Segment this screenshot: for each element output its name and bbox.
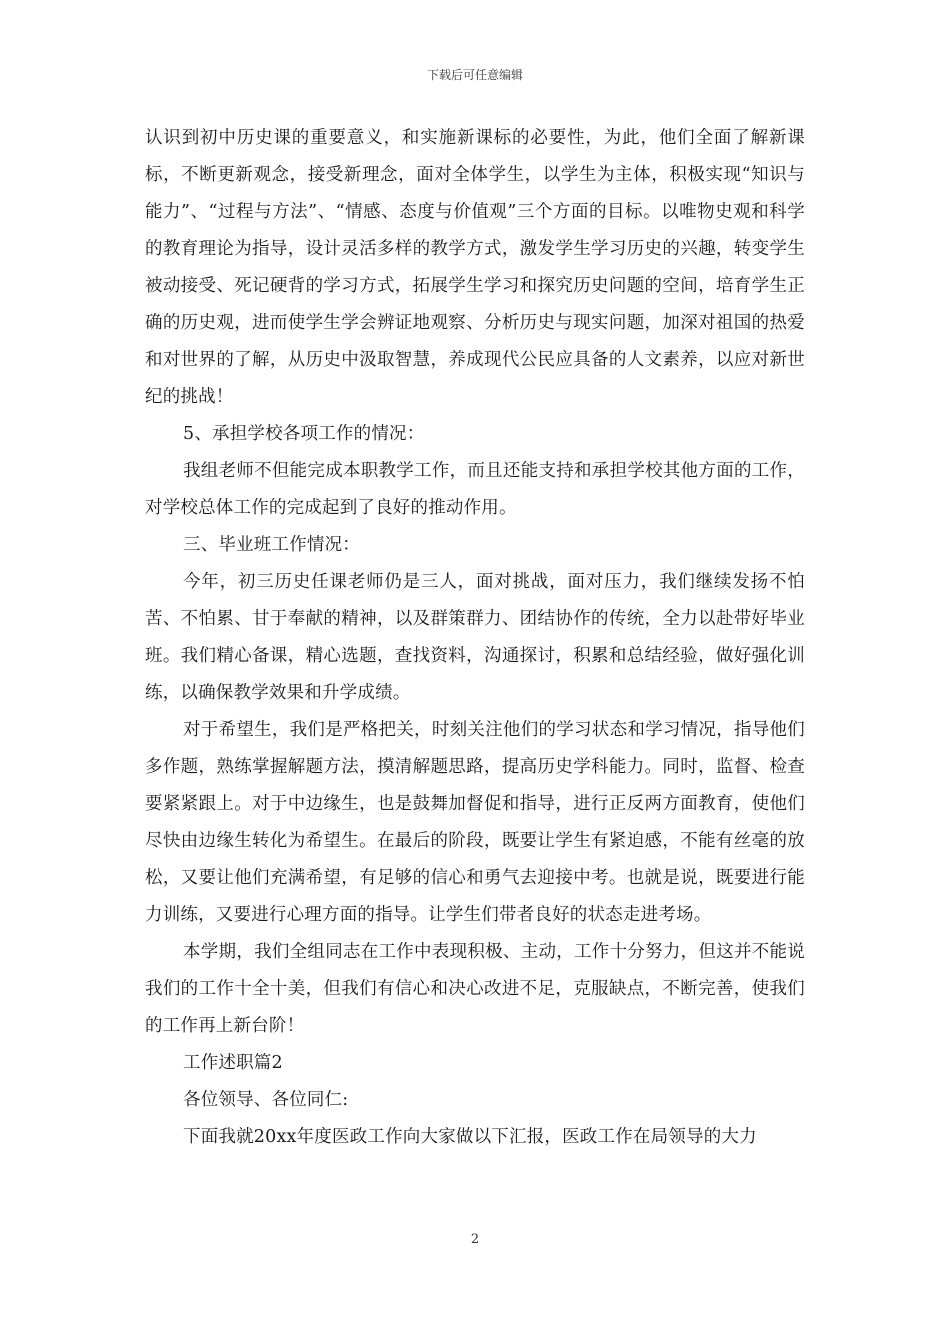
page-number: 2	[470, 1232, 480, 1247]
salutation: 各位领导、各位同仁:	[183, 1090, 349, 1110]
paragraph-1: 认识到初中历史课的重要意义，和实施新课标的必要性，为此，他们全面了解新课标，不断更新观念，接受新理念，面对全体学生，以学生为主体，积极实现“知识与能力”、“过程与方法”、“情感、态度与价值观”三个方面的目标。以唯物史观和科学的教育理论为指导，设计灵活多样的教学方式，激发学生学习历史的兴趣，转变学生被动接受、死记硬背的学习方式，拓展学生学习和探究历史问题的空间，培育学生正确的历史观，进而使学生学会辨证地观察、分析历史与现实问题，加深对祖国的热爱和对世界的了解，从历史中汲取智慧，养成现代公民应具备的人文素养，以应对新世纪的挑战！	[145, 128, 805, 407]
paragraph-6: 对于希望生，我们是严格把关，时刻关注他们的学习状态和学习情况，指导他们多作题，熟练掌握解题方法，摸清解题思路，提高历史学科能力。同时，监督、检查要紧紧跟上。对于中边缘生，也是鼓舞加督促和指导，进行正反两方面教育，使他们尽快由边缘生转化为希望生。在最后的阶段，既要让学生有紧迫感，不能有丝毫的放松，又要让他们充满希望，有足够的信心和勇气去迎接中考。也就是说，既要进行能力训练，又要进行心理方面的指导。让学生们带者良好的状态走进考场。	[145, 720, 805, 925]
paragraph-4: 三、毕业班工作情况：	[183, 535, 360, 555]
paragraph-10: 下面我就20xx年度医政工作向大家做以下汇报，医政工作在局领导的大力	[183, 1127, 757, 1147]
paragraph-3: 我组老师不但能完成本职教学工作，而且还能支持和承担学校其他方面的工作，对学校总体工作的完成起到了良好的推动作用。	[145, 461, 805, 518]
document-body	[145, 120, 805, 1156]
section-heading: 工作述职篇2	[183, 1053, 283, 1073]
paragraph-5: 今年，初三历史任课老师仍是三人，面对挑战，面对压力，我们继续发扬不怕苦、不怕累、甘于奉献的精神，以及群策群力、团结协作的传统，全力以赴带好毕业班。我们精心备课，精心选题，查找资料，沟通探讨，积累和总结经验，做好强化训练，以确保教学效果和升学成绩。	[145, 572, 805, 703]
page-header: 下载后可任意编辑	[426, 68, 523, 82]
paragraph-7: 本学期，我们全组同志在工作中表现积极、主动，工作十分努力，但这并不能说我们的工作十全十美，但我们有信心和决心改进不足，克服缺点，不断完善，使我们的工作再上新台阶！	[145, 942, 805, 1036]
paragraph-2: 5、承担学校各项工作的情况：	[183, 424, 425, 444]
